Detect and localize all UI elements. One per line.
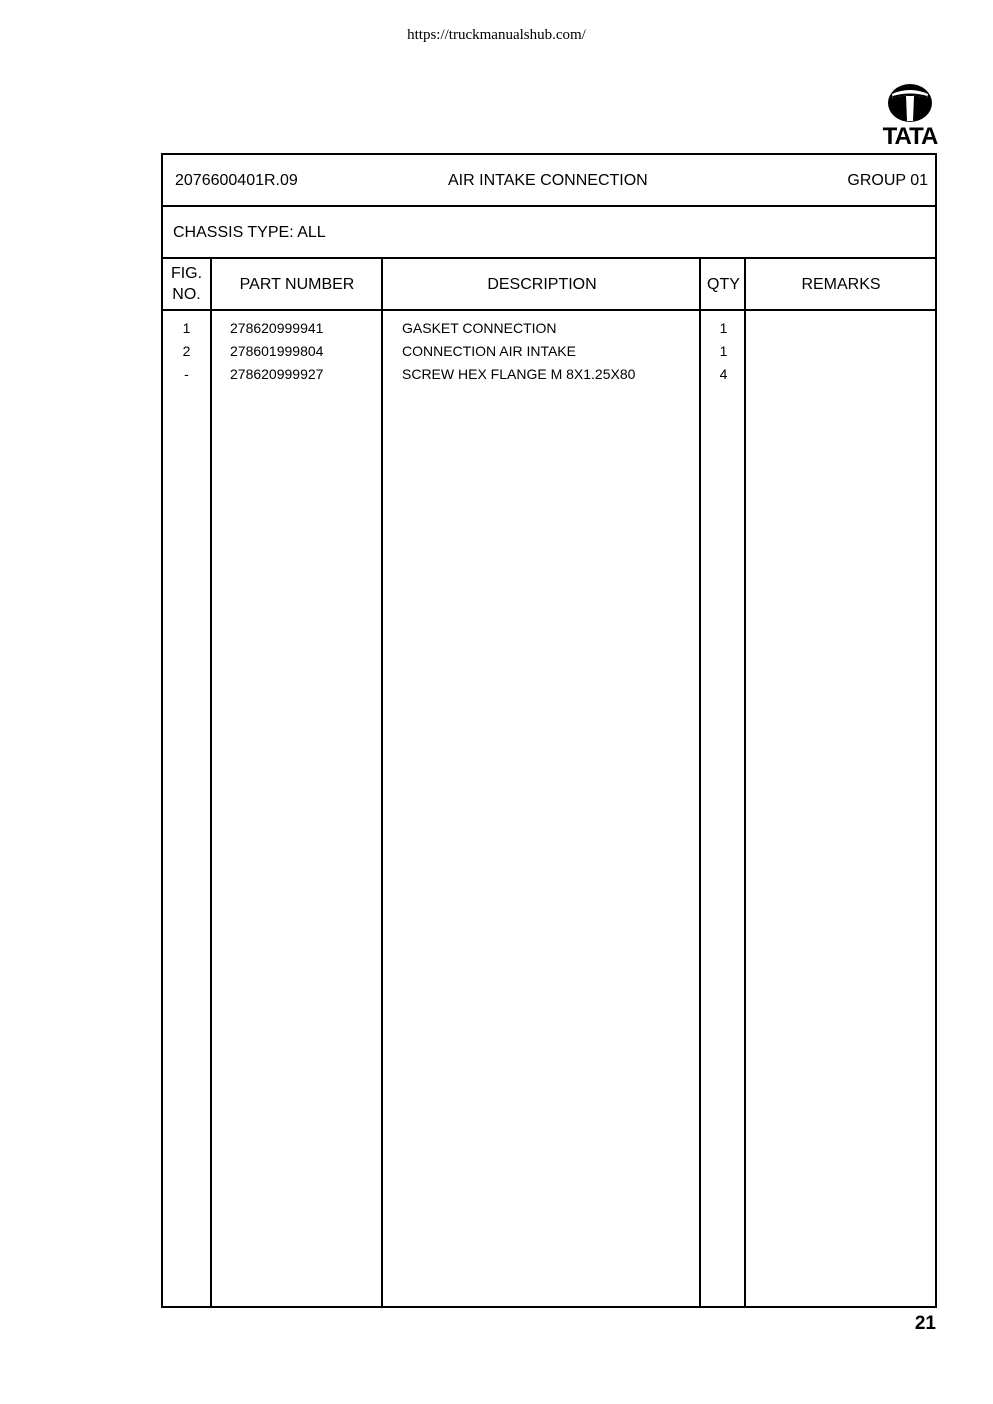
part-number-cell: 278601999804 bbox=[230, 343, 324, 359]
column-divider bbox=[210, 259, 212, 1306]
parts-list bbox=[163, 320, 935, 389]
column-header-part-number: PART NUMBER bbox=[239, 275, 355, 293]
column-divider bbox=[381, 259, 383, 1306]
table-row bbox=[163, 320, 935, 343]
description-cell: CONNECTION AIR INTAKE bbox=[402, 343, 576, 359]
description-cell: GASKET CONNECTION bbox=[402, 320, 557, 336]
document-title: AIR INTAKE CONNECTION bbox=[448, 172, 648, 189]
part-number-cell: 278620999927 bbox=[230, 366, 324, 382]
column-divider bbox=[699, 259, 701, 1306]
column-header-qty: QTY bbox=[707, 275, 740, 293]
fig-no-cell: 1 bbox=[182, 320, 191, 336]
source-url: https://truckmanualshub.com/ bbox=[407, 27, 586, 43]
part-number-cell: 278620999941 bbox=[230, 320, 324, 336]
fig-no-cell: - bbox=[184, 366, 189, 382]
column-header-remarks: REMARKS bbox=[801, 275, 881, 293]
qty-cell: 4 bbox=[719, 366, 728, 382]
column-divider bbox=[744, 259, 746, 1306]
tata-wordmark: TATA bbox=[882, 123, 938, 150]
tata-emblem-icon bbox=[887, 83, 933, 123]
column-header-description: DESCRIPTION bbox=[487, 275, 597, 293]
fig-no-cell: 2 bbox=[182, 343, 191, 359]
table-row bbox=[163, 343, 935, 366]
fig-header-line1: FIG. bbox=[170, 265, 203, 282]
qty-cell: 1 bbox=[719, 343, 728, 359]
table-header-row bbox=[163, 155, 935, 207]
parts-table bbox=[161, 153, 937, 1308]
chassis-type-label: CHASSIS TYPE: ALL bbox=[173, 224, 326, 241]
document-id: 2076600401R.09 bbox=[175, 172, 298, 189]
fig-header-line2: NO. bbox=[172, 286, 201, 303]
page-number: 21 bbox=[914, 1313, 936, 1334]
qty-cell: 1 bbox=[719, 320, 728, 336]
chassis-type-row bbox=[163, 207, 935, 259]
table-row bbox=[163, 366, 935, 389]
column-headers bbox=[163, 259, 935, 311]
tata-logo bbox=[879, 83, 941, 151]
column-header-fig-no bbox=[163, 259, 210, 309]
description-cell: SCREW HEX FLANGE M 8X1.25X80 bbox=[402, 366, 636, 382]
group-label: GROUP 01 bbox=[847, 172, 928, 189]
